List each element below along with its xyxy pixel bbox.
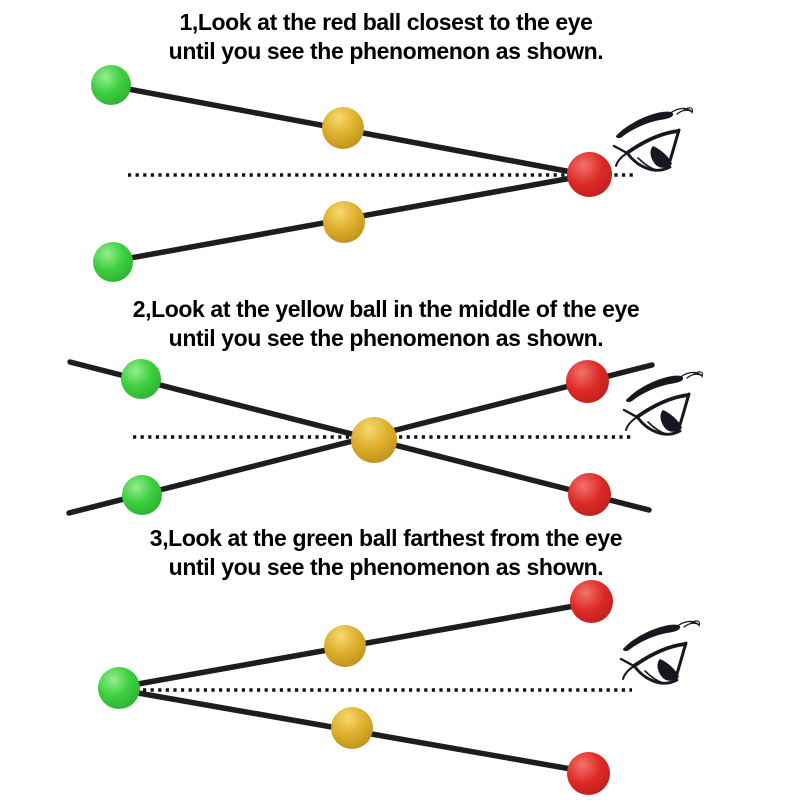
- yellow-ball: [322, 107, 364, 149]
- step-3-line-1: 3,Look at the green ball farthest from the eye: [149, 525, 623, 551]
- eye-icon: [624, 372, 703, 434]
- green-ball: [93, 242, 133, 282]
- step-2-line-2: until you see the phenomenon as shown.: [168, 325, 604, 351]
- eye-icon: [614, 108, 693, 170]
- red-ball: [567, 752, 610, 795]
- step-1-instruction: [0, 8, 772, 66]
- green-ball: [91, 65, 131, 105]
- step-3-line-2: until you see the phenomenon as shown.: [168, 554, 604, 580]
- green-ball: [122, 475, 162, 515]
- step-3-instruction: [0, 524, 772, 582]
- eye-icon: [621, 621, 700, 683]
- yellow-ball: [351, 417, 397, 463]
- step-2-line-1: 2,Look at the yellow ball in the middle of the eye: [132, 296, 640, 322]
- green-ball: [121, 359, 161, 399]
- red-ball: [566, 360, 609, 403]
- step-2-instruction: [0, 295, 772, 353]
- red-ball: [568, 473, 611, 516]
- red-ball: [567, 152, 612, 197]
- step-1-line-1: 1,Look at the red ball closest to the eye: [179, 9, 593, 35]
- yellow-ball: [324, 625, 366, 667]
- yellow-ball: [331, 707, 373, 749]
- red-ball: [570, 580, 613, 623]
- step-1-line-2: until you see the phenomenon as shown.: [168, 38, 604, 64]
- green-ball: [98, 667, 140, 709]
- yellow-ball: [323, 201, 365, 243]
